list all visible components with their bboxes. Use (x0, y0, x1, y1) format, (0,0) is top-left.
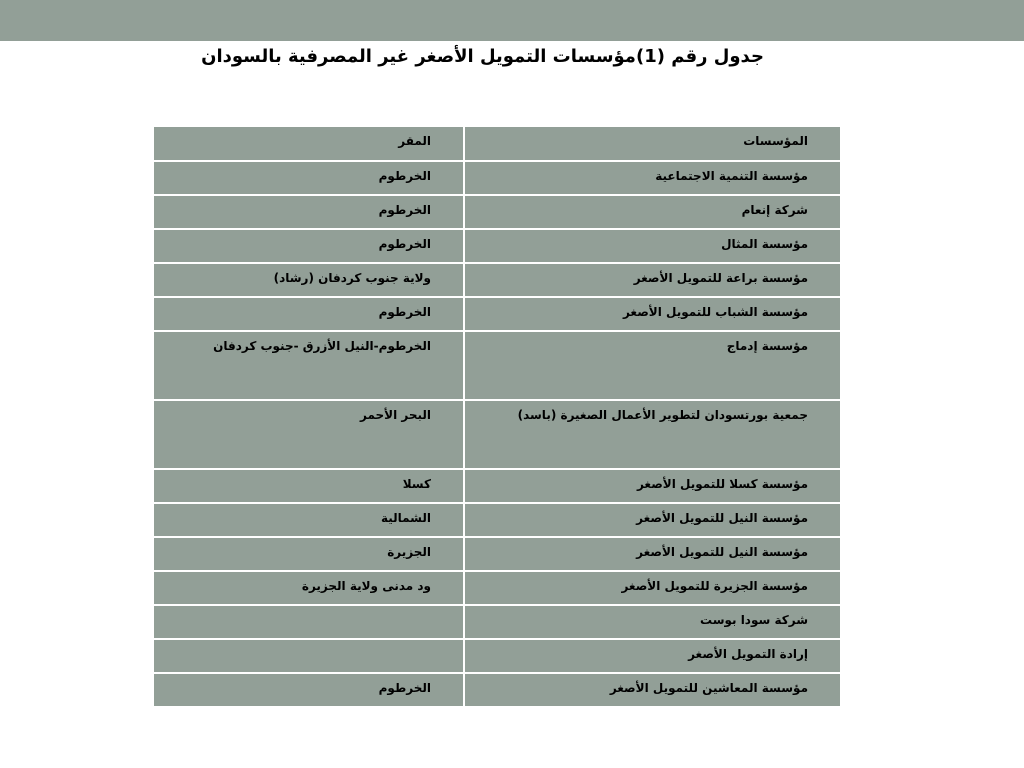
headquarters-cell: البحر الأحمر (154, 400, 464, 469)
header-institutions: المؤسسات (464, 127, 840, 161)
institution-cell: مؤسسة التنمية الاجتماعية (464, 161, 840, 195)
institution-cell: مؤسسة الجزيرة للتمويل الأصغر (464, 571, 840, 605)
headquarters-cell: الخرطوم (154, 297, 464, 331)
headquarters-cell: كسلا (154, 469, 464, 503)
institution-cell: مؤسسة كسلا للتمويل الأصغر (464, 469, 840, 503)
table-row (154, 263, 840, 297)
table-row (154, 195, 840, 229)
institution-cell: مؤسسة النيل للتمويل الأصغر (464, 537, 840, 571)
table-header-row (154, 127, 840, 161)
table-row (154, 537, 840, 571)
headquarters-cell: ود مدنى ولاية الجزيرة (154, 571, 464, 605)
institution-cell: إرادة التمويل الأصغر (464, 639, 840, 673)
institution-cell: شركة سودا بوست (464, 605, 840, 639)
headquarters-cell: الخرطوم (154, 195, 464, 229)
institutions-table (154, 127, 840, 708)
table-row (154, 639, 840, 673)
headquarters-cell: الخرطوم (154, 161, 464, 195)
table-row (154, 331, 840, 400)
page-title: جدول رقم (1)مؤسسات التمويل الأصغر غير المصرفية بالسودان (201, 46, 764, 67)
headquarters-cell: الخرطوم (154, 673, 464, 707)
headquarters-cell: الشمالية (154, 503, 464, 537)
institution-cell: مؤسسة المعاشين للتمويل الأصغر (464, 673, 840, 707)
table-row (154, 400, 840, 469)
header-headquarters: المقر (154, 127, 464, 161)
institution-cell: مؤسسة الشباب للتمويل الأصغر (464, 297, 840, 331)
institution-cell: مؤسسة إدماج (464, 331, 840, 400)
institution-cell: شركة إنعام (464, 195, 840, 229)
table-row (154, 503, 840, 537)
headquarters-cell: الخرطوم-النيل الأزرق -جنوب كردفان (154, 331, 464, 400)
institution-cell: مؤسسة براعة للتمويل الأصغر (464, 263, 840, 297)
headquarters-cell (154, 639, 464, 673)
headquarters-cell: ولاية جنوب كردفان (رشاد) (154, 263, 464, 297)
table-row (154, 161, 840, 195)
table-row (154, 605, 840, 639)
headquarters-cell: الجزيرة (154, 537, 464, 571)
institution-cell: مؤسسة النيل للتمويل الأصغر (464, 503, 840, 537)
table-row (154, 673, 840, 707)
headquarters-cell (154, 605, 464, 639)
table-row (154, 571, 840, 605)
top-band (0, 0, 1024, 41)
table-row (154, 229, 840, 263)
institution-cell: جمعية بورتسودان لتطوير الأعمال الصغيرة (باسد) (464, 400, 840, 469)
table-row (154, 469, 840, 503)
institution-cell: مؤسسة المثال (464, 229, 840, 263)
table-row (154, 297, 840, 331)
headquarters-cell: الخرطوم (154, 229, 464, 263)
